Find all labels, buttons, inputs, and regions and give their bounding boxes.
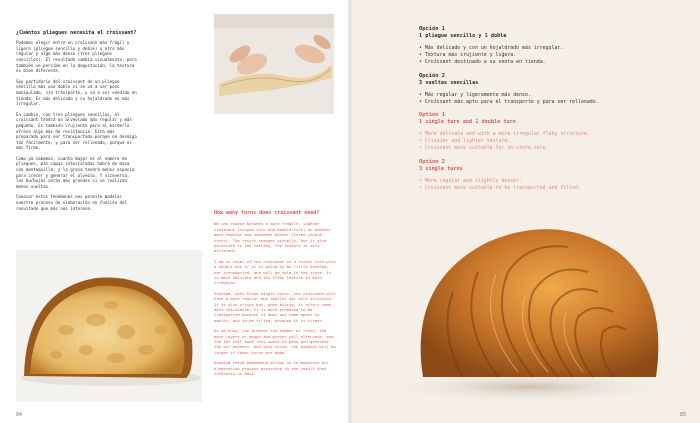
page-number: 84 xyxy=(16,412,23,418)
cut-croissant-photo xyxy=(16,250,202,402)
english-paragraph: We can choose between a more fragile, lighter croissant (single turn and double turn) or another more regular and somewhat denser (three single turns). The result changes visually, but it also perceived in the tasting, the texture is very different. xyxy=(214,221,332,254)
option-title: Opción 2 xyxy=(419,72,445,79)
option-bullet: • Croissant más apto para el transporte y para ser rellenado. xyxy=(419,98,599,105)
page-number: 85 xyxy=(679,412,686,418)
whole-croissant-photo xyxy=(368,212,688,408)
option-bullet: • Croissant more suitable to be transported and filled. xyxy=(419,184,581,191)
dough-folding-photo xyxy=(214,14,334,114)
option-2-spanish xyxy=(419,73,689,106)
option-title: Opción 1 xyxy=(419,26,445,32)
spanish-paragraph: Como ya sabemos, cuanto mayor es el número de pliegues, más capas intercaladas habrá de masa con mantequilla, y la grasa tendrá menos espacio para crecer y generar el alveolo. Y viceversa, las burbujas serán más grandes si se realizan menos vueltas. xyxy=(16,155,135,189)
english-paragraph: As we know, the greater the number of turns, the more layers of dough and butter will alternate, and the fat will have less space to grow and generate the air pockets. And vice versa, the bubbles will be larger if fewer turns are made. xyxy=(214,328,336,355)
spanish-paragraph: Soy partidario del croissant de un pliegue sencillo más uno doble si se va a ser poco manipulado, sin transporte, y va a ser vendido en tienda. Es más delicado y su hojaldrado es más irregular. xyxy=(16,78,137,107)
option-title: Option 1 xyxy=(419,112,445,119)
option-subtitle: 1 pliegue sencillo y 1 doble xyxy=(419,33,507,39)
spanish-paragraph: Podemos elegir entre un croissant más frágil y ligero (pliegue sencillo y doble) u otro más regular y algo más denso (tres pliegues sencillos). El resultado cambia visualmente, pero también se percibe en la degustación, la textura es bien diferente. xyxy=(16,40,137,74)
option-1-english xyxy=(419,112,689,153)
option-bullet: • Más regular y ligeramente más denso. xyxy=(419,91,531,98)
option-bullet: • Crispier and lighter texture. xyxy=(419,138,511,145)
option-title: Option 2 xyxy=(419,158,445,165)
english-paragraph: I am in favor of the croissant of a single turn plus a double one if it is going to be little handled, not transported, and will be sold in the store. It is more delicate and its flaky texture is more irregular. xyxy=(214,258,336,286)
option-bullet: • Croissant destinado a su venta en tienda. xyxy=(419,59,546,66)
option-bullet: • More delicate and with a more irregular flaky structure. xyxy=(419,131,590,138)
option-2-english xyxy=(419,159,689,192)
option-bullet: • Más delicado y con un hojaldrado más irregular. xyxy=(419,45,564,51)
spanish-paragraph: En cambio, con tres pliegues sencillos, el croissant tendrá un alveolado más regular y más pequeño. Es también crujiente pero al morderlo ofrece algo más de resistencia. Está más preparado para ser transportado porque no desmiga tan fácilmente, y para ser rellenado, porque es más firme. xyxy=(16,111,137,151)
english-paragraph: Instead, with three single turns, the croissant will have a more regular and smaller air cell structure. It is also crispy but, when biting, it offers some more resistance. It is more prepared to be transported because it does not come apart so easily, and to be filled, because it is firmer. xyxy=(214,290,336,323)
option-subtitle: 1 single turn and 1 double turn xyxy=(419,119,516,126)
option-bullet: • Textura más crujiente y ligera. xyxy=(419,52,517,59)
options-column xyxy=(419,26,689,198)
english-text-column xyxy=(214,210,336,381)
option-1-spanish xyxy=(419,26,689,67)
option-bullet: • More regular and slightly denser. xyxy=(419,177,523,184)
spanish-paragraph: Conocer estos fenómenos nos permite modelar nuestro proceso de elaboración en función del resultado que más nos interese. xyxy=(16,194,127,211)
spanish-heading: ¿Cuántos pliegues necesita el croissant? xyxy=(16,30,137,36)
right-page xyxy=(352,0,700,423)
english-paragraph: Knowing these phenomena allows us to modulate our elaboration process according to the result that interests us most. xyxy=(214,360,329,377)
left-page xyxy=(0,0,348,423)
option-subtitle: 3 vueltas sencillas xyxy=(419,79,479,86)
english-heading: How many turns does croissant need? xyxy=(214,210,320,216)
option-subtitle: 3 single turns xyxy=(419,165,463,172)
spanish-text-column xyxy=(16,30,137,216)
option-bullet: • Croissant more suitable for in-store sale. xyxy=(419,145,549,152)
